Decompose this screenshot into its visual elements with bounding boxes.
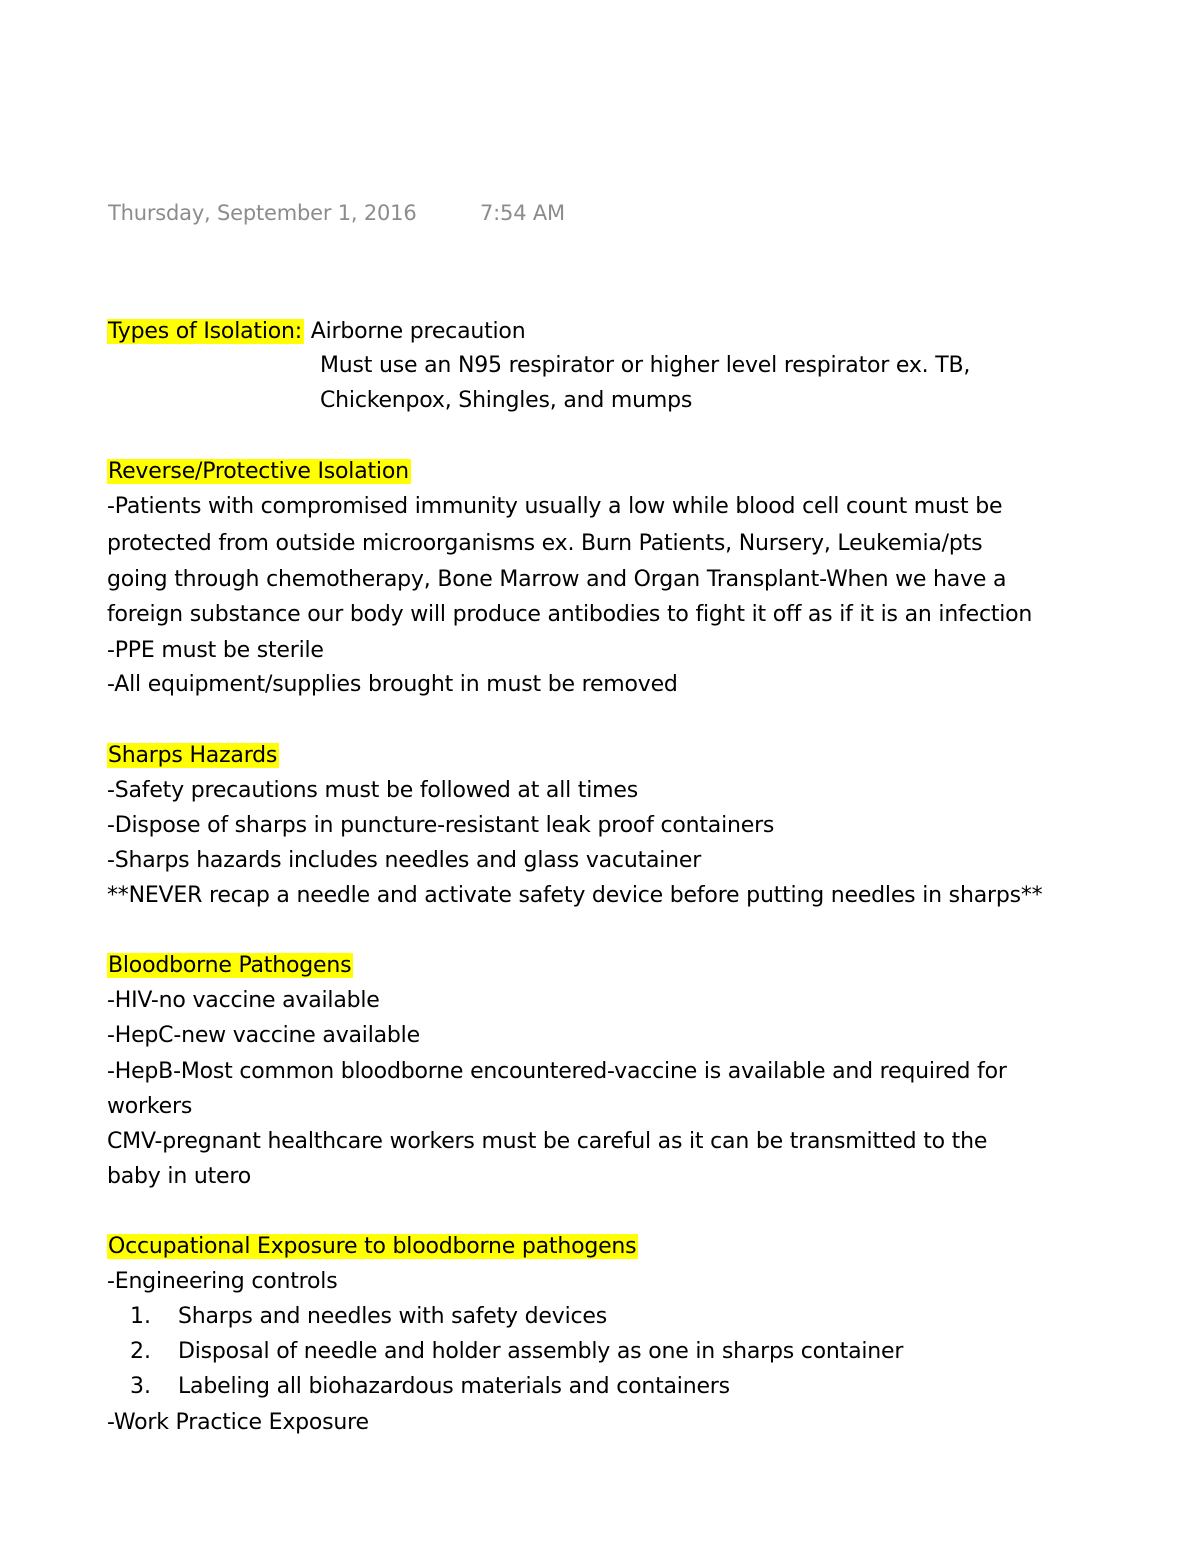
isolation-title: Airborne precaution: [310, 319, 526, 344]
reverse-line: -PPE must be sterile: [107, 638, 324, 663]
bloodborne-heading: Bloodborne Pathogens: [108, 953, 352, 978]
list-item: Disposal of needle and holder assembly as one in sharps container: [178, 1339, 904, 1364]
sharps-line: -Dispose of sharps in puncture-resistant leak proof containers: [107, 813, 775, 838]
isolation-line-2: Chickenpox, Shingles, and mumps: [320, 388, 693, 413]
note-time: 7:54 AM: [480, 201, 565, 225]
list-item: Sharps and needles with safety devices: [178, 1304, 607, 1329]
reverse-line: -All equipment/supplies brought in must be removed: [107, 672, 678, 697]
list-item-number: 2.: [130, 1339, 151, 1364]
bloodborne-line: baby in utero: [107, 1164, 251, 1189]
bloodborne-line: -HIV-no vaccine available: [107, 988, 380, 1013]
bloodborne-line: -HepB-Most common bloodborne encountered-vaccine is available and required for: [107, 1059, 1007, 1084]
sharps-heading: Sharps Hazards: [108, 743, 278, 768]
bloodborne-line: workers: [107, 1094, 193, 1119]
sharps-warning: **NEVER recap a needle and activate safety device before putting needles in sharps**: [107, 883, 1043, 908]
sharps-line: -Sharps hazards includes needles and glass vacutainer: [107, 848, 702, 873]
isolation-heading: Types of Isolation:: [108, 319, 302, 344]
list-item-number: 3.: [130, 1374, 151, 1399]
reverse-heading: Reverse/Protective Isolation: [108, 459, 409, 484]
occupational-heading: Occupational Exposure to bloodborne pathogens: [108, 1234, 637, 1259]
occupational-intro: -Engineering controls: [107, 1269, 338, 1294]
reverse-line: foreign substance our body will produce antibodies to fight it off as if it is an infection: [107, 602, 1033, 627]
isolation-line-1: Must use an N95 respirator or higher level respirator ex. TB,: [320, 353, 971, 378]
sharps-line: -Safety precautions must be followed at all times: [107, 778, 638, 803]
bloodborne-line: CMV-pregnant healthcare workers must be careful as it can be transmitted to the: [107, 1129, 988, 1154]
reverse-line: -Patients with compromised immunity usually a low while blood cell count must be: [107, 494, 1003, 519]
list-item: Labeling all biohazardous materials and containers: [178, 1374, 730, 1399]
reverse-line: protected from outside microorganisms ex. Burn Patients, Nursery, Leukemia/pts: [107, 531, 983, 556]
bloodborne-line: -HepC-new vaccine available: [107, 1023, 420, 1048]
occupational-outro: -Work Practice Exposure: [107, 1410, 369, 1435]
reverse-line: going through chemotherapy, Bone Marrow and Organ Transplant-When we have a: [107, 567, 1007, 592]
isolation-section: [107, 317, 525, 347]
list-item-number: 1.: [130, 1304, 151, 1329]
note-date: Thursday, September 1, 2016: [108, 201, 417, 225]
